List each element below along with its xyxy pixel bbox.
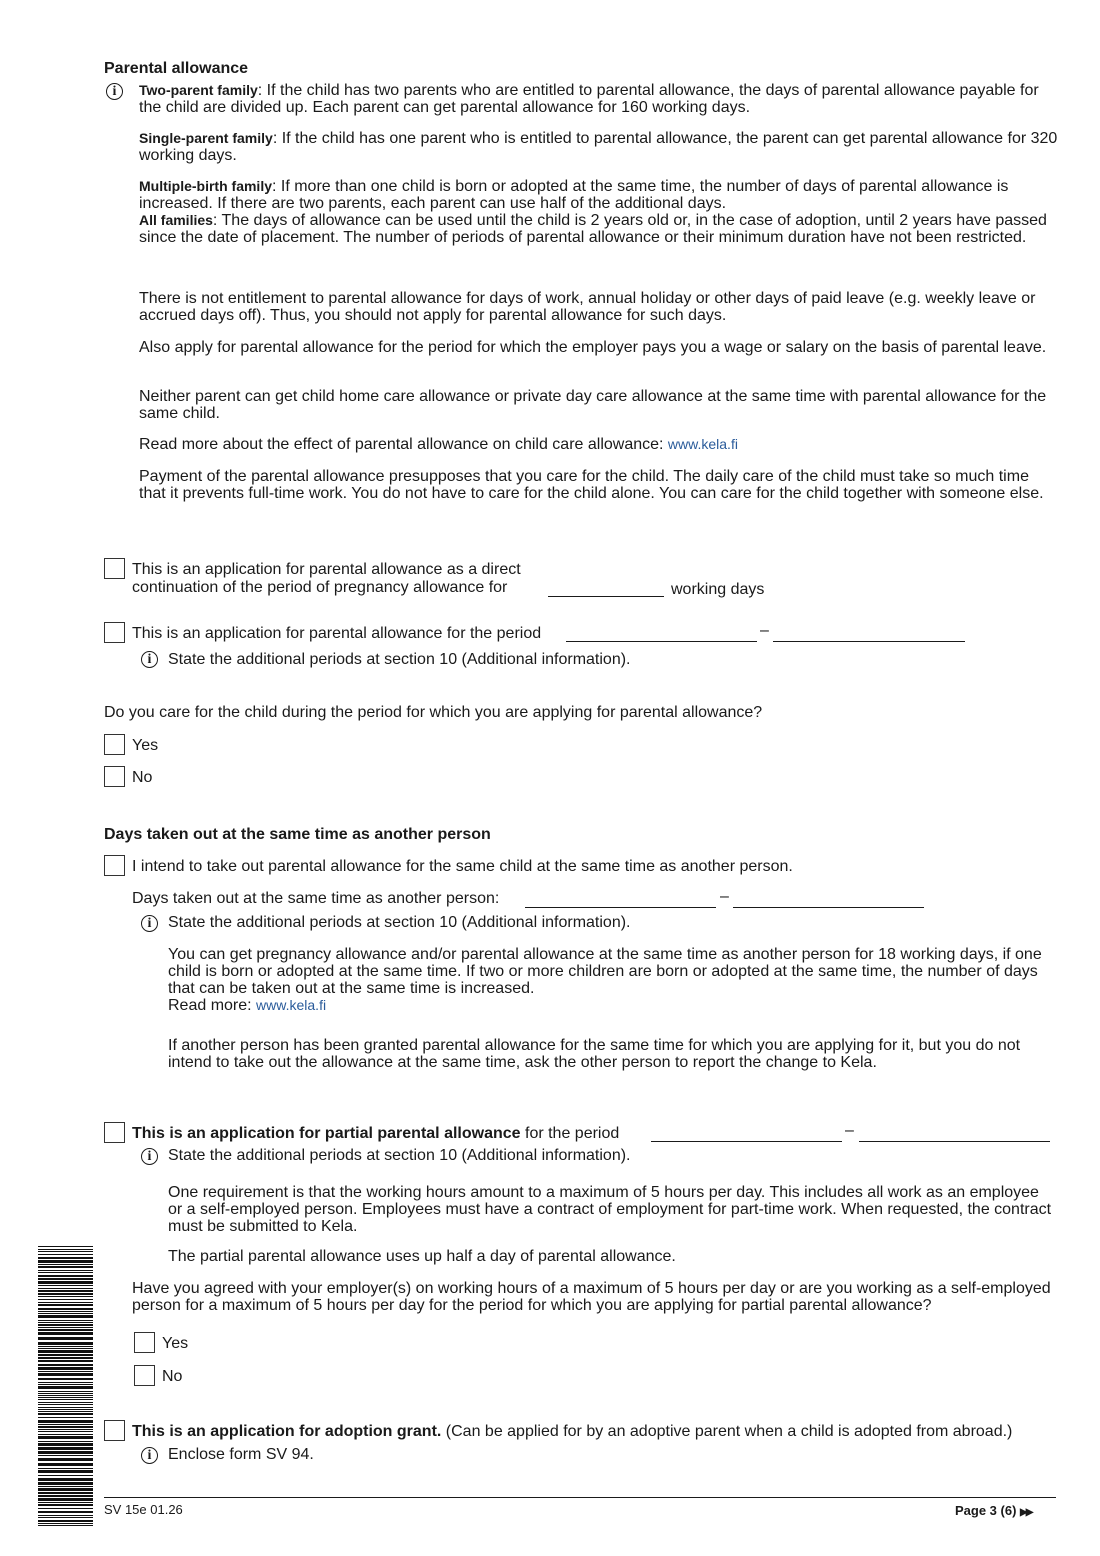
barcode-stripe bbox=[38, 1488, 93, 1491]
paragraph-neither-parent: Neither parent can get child home care allowance or private day care allowance at the same time with parental allowance for the same child. bbox=[139, 388, 1047, 422]
barcode-stripe bbox=[38, 1463, 93, 1466]
barcode-stripe bbox=[38, 1404, 93, 1405]
partial-allowance-label-rest: for the period bbox=[520, 1125, 620, 1142]
barcode-stripe bbox=[38, 1346, 93, 1347]
same-time-end-field[interactable] bbox=[733, 907, 924, 908]
barcode-stripe bbox=[38, 1424, 93, 1425]
care-yes-checkbox[interactable] bbox=[104, 734, 125, 755]
barcode-stripe bbox=[38, 1332, 93, 1335]
barcode-stripe bbox=[38, 1525, 93, 1526]
partial-yes-checkbox[interactable] bbox=[134, 1332, 155, 1353]
paragraph-if-another: If another person has been granted parental allowance for the same time for which you are applying for it, but you do not intend to take out the allowance at the same time, ask the other person to report the change to Kela. bbox=[168, 1037, 1021, 1071]
text-single-parent: : If the child has one parent who is entitled to parental allowance, the parent can get parental allowance for 320 working days. bbox=[139, 130, 1058, 164]
barcode-stripe bbox=[38, 1504, 93, 1506]
barcode-stripe bbox=[38, 1299, 93, 1300]
partial-question: Have you agreed with your employer(s) on working hours of a maximum of 5 hours per day or are you working as a self-employed person for a maximum of 5 hours per day for the period for which you are applying for partial parental allowance? bbox=[132, 1280, 1051, 1314]
care-yes-label: Yes bbox=[132, 737, 159, 754]
barcode-stripe bbox=[38, 1246, 93, 1247]
barcode-stripe bbox=[38, 1395, 93, 1396]
care-no-label: No bbox=[132, 769, 153, 786]
barcode-stripe bbox=[38, 1511, 93, 1513]
partial-period-dash: – bbox=[845, 1122, 854, 1139]
barcode-stripe bbox=[38, 1315, 93, 1318]
barcode-stripe bbox=[38, 1350, 93, 1353]
section-title-same-time: Days taken out at the same time as another person bbox=[104, 826, 491, 843]
info-icon: i bbox=[141, 915, 158, 932]
paragraph-half-day: The partial parental allowance uses up half a day of parental allowance. bbox=[168, 1248, 676, 1265]
barcode-stripe bbox=[38, 1397, 93, 1398]
working-days-field[interactable] bbox=[548, 596, 664, 597]
partial-no-checkbox[interactable] bbox=[134, 1365, 155, 1386]
barcode-stripe bbox=[38, 1249, 93, 1250]
barcode-stripe bbox=[38, 1492, 93, 1494]
info-two-parent bbox=[139, 82, 1059, 116]
partial-period-start-field[interactable] bbox=[651, 1141, 842, 1142]
direct-continuation-label-line1: This is an application for parental allowance as a direct bbox=[132, 561, 521, 578]
adoption-grant-label bbox=[132, 1423, 1012, 1441]
barcode-stripe bbox=[38, 1447, 93, 1450]
barcode-stripe bbox=[38, 1304, 93, 1306]
barcode-stripe bbox=[38, 1399, 93, 1400]
paragraph-read-more bbox=[168, 997, 1054, 1014]
same-time-intend-label: I intend to take out parental allowance for the same child at the same time as another person. bbox=[132, 858, 793, 875]
barcode-stripe bbox=[38, 1327, 93, 1328]
paragraph-requirement: One requirement is that the working hours amount to a maximum of 5 hours per day. This includes all work as an employee or a self-employed person. Employees must have a contract of employment for part-time work. When requested, the contract must be submitted to Kela. bbox=[168, 1184, 1052, 1235]
barcode-stripe bbox=[38, 1364, 93, 1366]
barcode-stripe bbox=[38, 1329, 93, 1331]
paragraph-also-apply: Also apply for parental allowance for the period for which the employer pays you a wage or salary on the basis of parental leave. bbox=[139, 339, 1047, 356]
partial-period-end-field[interactable] bbox=[859, 1141, 1050, 1142]
same-time-checkbox[interactable] bbox=[104, 855, 125, 876]
same-time-start-field[interactable] bbox=[525, 907, 716, 908]
barcode-stripe bbox=[38, 1308, 93, 1310]
barcode-stripe bbox=[38, 1413, 93, 1415]
barcode-stripe bbox=[38, 1354, 93, 1356]
barcode-stripe bbox=[38, 1360, 93, 1362]
page-number bbox=[955, 1502, 1031, 1522]
barcode-stripe bbox=[38, 1478, 93, 1481]
info-single-parent bbox=[139, 130, 1059, 164]
care-question: Do you care for the child during the period for which you are applying for parental allowance? bbox=[104, 704, 763, 721]
barcode-stripe bbox=[38, 1470, 93, 1473]
barcode-stripe bbox=[38, 1495, 93, 1497]
working-days-label: working days bbox=[671, 581, 765, 598]
barcode-stripe bbox=[38, 1373, 93, 1376]
period-dash: – bbox=[760, 622, 769, 639]
barcode-stripe bbox=[38, 1371, 93, 1372]
label-single-parent: Single-parent family bbox=[139, 130, 273, 146]
barcode-stripe bbox=[38, 1260, 93, 1263]
barcode-stripe bbox=[38, 1434, 93, 1435]
barcode-stripe bbox=[38, 1378, 93, 1380]
paragraph-read-more bbox=[139, 436, 1059, 453]
barcode-stripe bbox=[38, 1251, 93, 1252]
barcode-stripe bbox=[38, 1281, 93, 1284]
partial-no-label: No bbox=[162, 1368, 183, 1385]
barcode-stripe bbox=[38, 1266, 93, 1268]
label-all-families: All families bbox=[139, 212, 213, 228]
barcode-stripe bbox=[38, 1322, 93, 1323]
double-arrow-right-icon: ▶▶ bbox=[1020, 1507, 1032, 1518]
barcode-stripe bbox=[38, 1502, 93, 1503]
adoption-grant-checkbox[interactable] bbox=[104, 1420, 125, 1441]
barcode-stripe bbox=[38, 1431, 93, 1432]
barcode-stripe bbox=[38, 1275, 93, 1277]
additional-periods-note: State the additional periods at section 10 (Additional information). bbox=[168, 651, 631, 668]
footer-rule bbox=[104, 1497, 1056, 1498]
barcode-stripe bbox=[38, 1293, 93, 1295]
barcode-stripe bbox=[38, 1337, 93, 1340]
kela-link[interactable]: www.kela.fi bbox=[256, 997, 327, 1013]
info-icon: i bbox=[141, 1148, 158, 1165]
barcode-stripe bbox=[38, 1458, 93, 1461]
label-two-parent: Two-parent family bbox=[139, 82, 258, 98]
barcode-stripe bbox=[38, 1409, 93, 1410]
paragraph-payment: Payment of the parental allowance presupposes that you care for the child. The daily care of the child must take so much time that it prevents full-time work. You do not have to care for the child alone. You can care for the child together with someone else. bbox=[139, 468, 1044, 502]
period-checkbox[interactable] bbox=[104, 622, 125, 643]
barcode-stripe bbox=[38, 1498, 93, 1501]
paragraph-no-entitlement: There is not entitlement to parental allowance for days of work, annual holiday or other days of paid leave (e.g. weekly leave or accrued days off). Thus, you should not apply for parental allowance for such days. bbox=[139, 290, 1036, 324]
barcode-stripe bbox=[38, 1384, 93, 1385]
barcode-stripe bbox=[38, 1302, 93, 1303]
barcode-stripe bbox=[38, 1342, 93, 1345]
barcode-stripe bbox=[38, 1313, 93, 1314]
barcode-stripe bbox=[38, 1486, 93, 1487]
barcode-stripe bbox=[38, 1441, 93, 1442]
barcode-stripe bbox=[38, 1420, 93, 1423]
barcode-stripe bbox=[38, 1515, 93, 1516]
section-title-parental-allowance: Parental allowance bbox=[104, 60, 249, 77]
barcode-stripe bbox=[38, 1382, 93, 1383]
barcode-stripe bbox=[38, 1436, 93, 1439]
care-no-checkbox[interactable] bbox=[104, 766, 125, 787]
adoption-grant-note: Enclose form SV 94. bbox=[168, 1446, 314, 1463]
info-multiple-birth bbox=[139, 178, 1059, 212]
partial-allowance-checkbox[interactable] bbox=[104, 1122, 125, 1143]
barcode-stripe bbox=[38, 1270, 93, 1271]
barcode-stripe bbox=[38, 1290, 93, 1292]
barcode-stripe bbox=[38, 1411, 93, 1412]
barcode-stripe bbox=[38, 1386, 93, 1389]
barcode-stripe bbox=[38, 1508, 93, 1509]
barcode-stripe bbox=[38, 1475, 93, 1476]
barcode-stripe bbox=[38, 1288, 93, 1289]
barcode-stripe bbox=[38, 1324, 93, 1326]
barcode-stripe bbox=[38, 1520, 93, 1522]
barcode-stripe bbox=[38, 1264, 93, 1265]
same-time-dash: – bbox=[720, 888, 729, 905]
page-number-text: Page 3 (6) bbox=[955, 1503, 1017, 1518]
same-time-days-label: Days taken out at the same time as another person: bbox=[132, 890, 500, 907]
form-code: SV 15e 01.26 bbox=[104, 1502, 183, 1517]
partial-allowance-label-bold: This is an application for partial parental allowance bbox=[132, 1125, 521, 1142]
barcode-stripe bbox=[38, 1407, 93, 1408]
barcode-stripe bbox=[38, 1517, 93, 1518]
partial-allowance-label bbox=[132, 1125, 619, 1143]
barcode-stripe bbox=[38, 1402, 93, 1403]
barcode-stripe bbox=[38, 1393, 93, 1394]
additional-periods-note: State the additional periods at section 10 (Additional information). bbox=[168, 1147, 631, 1164]
info-all-families bbox=[139, 212, 1059, 246]
barcode-stripe bbox=[38, 1320, 93, 1321]
barcode-stripe bbox=[38, 1429, 93, 1430]
text-two-parent: : If the child has two parents who are entitled to parental allowance, the days of parental allowance payable for the child are divided up. Each parent can get parental allowance for 160 working days. bbox=[139, 82, 1039, 116]
barcode-stripe bbox=[38, 1367, 93, 1370]
period-start-field[interactable] bbox=[566, 641, 757, 642]
kela-link[interactable]: www.kela.fi bbox=[667, 436, 738, 452]
barcode-stripe bbox=[38, 1348, 93, 1349]
adoption-grant-label-rest: (Can be applied for by an adoptive parent when a child is adopted from abroad.) bbox=[441, 1423, 1013, 1440]
barcode-stripe bbox=[38, 1443, 93, 1446]
barcode-stripe bbox=[38, 1272, 93, 1273]
barcode-stripe bbox=[38, 1482, 93, 1485]
barcode-stripe bbox=[38, 1455, 93, 1456]
additional-periods-note: State the additional periods at section 10 (Additional information). bbox=[168, 914, 631, 931]
info-icon: i bbox=[141, 651, 158, 668]
period-end-field[interactable] bbox=[773, 641, 965, 642]
direct-continuation-checkbox[interactable] bbox=[104, 558, 125, 579]
period-label: This is an application for parental allowance for the period bbox=[132, 625, 542, 642]
barcode-stripe bbox=[38, 1391, 93, 1392]
info-icon: i bbox=[141, 1447, 158, 1464]
barcode-stripe bbox=[38, 1523, 93, 1524]
barcode-stripe bbox=[38, 1285, 93, 1286]
barcode-stripe bbox=[38, 1426, 93, 1428]
barcode-stripe bbox=[38, 1451, 93, 1454]
text-multiple-birth: : If more than one child is born or adopted at the same time, the number of days of parental allowance is increased. If there are two parents, each parent can use half of the additional days. bbox=[139, 178, 1009, 212]
barcode-stripe bbox=[38, 1311, 93, 1312]
barcode-stripe bbox=[38, 1278, 93, 1280]
barcode-icon bbox=[38, 1246, 93, 1526]
adoption-grant-label-bold: This is an application for adoption grant. bbox=[132, 1423, 442, 1440]
read-more-text: Read more: bbox=[168, 997, 257, 1014]
info-icon: i bbox=[106, 83, 123, 100]
partial-yes-label: Yes bbox=[162, 1335, 189, 1352]
text-all-families: : The days of allowance can be used until the child is 2 years old or, in the case of adoption, until 2 years have passed since the date of placement. The number of periods of parental allowance or their minimum duration have not been restricted. bbox=[139, 212, 1047, 246]
barcode-stripe bbox=[38, 1254, 93, 1255]
barcode-stripe bbox=[38, 1468, 93, 1469]
barcode-stripe bbox=[38, 1296, 93, 1297]
barcode-stripe bbox=[38, 1357, 93, 1359]
direct-continuation-label-line2: continuation of the period of pregnancy allowance for bbox=[132, 579, 508, 596]
read-more-text: Read more about the effect of parental allowance on child care allowance: bbox=[139, 436, 668, 453]
barcode-stripe bbox=[38, 1417, 93, 1418]
paragraph-can-get: You can get pregnancy allowance and/or parental allowance at the same time as another person for 18 working days, if one child is born or adopted at the same time. If two or more children are born or adopted at the same time, the number of days that can be taken out at the same time is increased. bbox=[168, 946, 1042, 997]
barcode-stripe bbox=[38, 1257, 93, 1259]
label-multiple-birth: Multiple-birth family bbox=[139, 178, 272, 194]
